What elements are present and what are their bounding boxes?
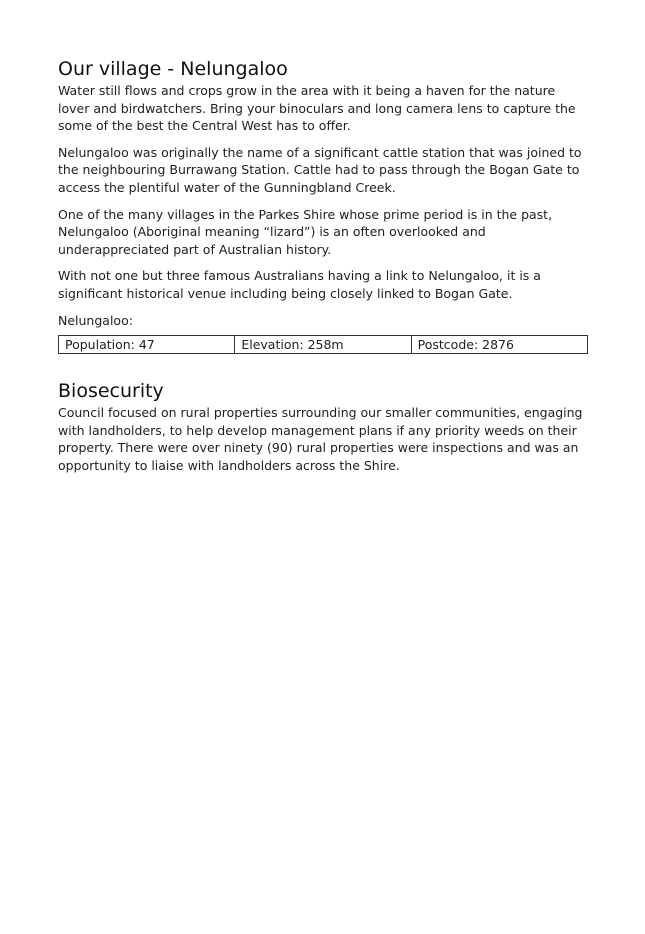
population-cell: Population: 47 [59,336,235,354]
village-paragraph-2: Nelungaloo was originally the name of a significant cattle station that was joined to the neighbouring Burrawang Station. Cattle had to pass through the Bogan Gate to access the plentiful water of the Gunningbland Creek. [58,144,582,195]
facts-heading: Nelungaloo: [58,312,133,328]
village-paragraph-3: One of the many villages in the Parkes Shire whose prime period is in the past, Nelungaloo (Aboriginal meaning “lizard”) is an often overlooked and underappreciated part of Australian history. [58,206,553,257]
biosecurity-paragraph: Council focused on rural properties surrounding our smaller communities, engaging with landholders, to help develop management plans if any priority weeds on their property. There were over ninety (90) rural properties were inspections and was an opportunity to liaise with landholders across the Shire. [58,405,583,473]
document-page [58,56,590,484]
village-paragraph-1: Water still flows and crops grow in the area with it being a haven for the nature lover and birdwatchers. Bring your binoculars and long camera lens to capture the some of the best the Central West has to offer. [58,83,576,134]
village-paragraph-4: With not one but three famous Australians having a link to Nelungaloo, it is a significant historical venue including being closely linked to Bogan Gate. [58,268,541,301]
postcode-cell: Postcode: 2876 [411,336,587,354]
table-row [59,336,588,354]
village-title: Our village - Nelungaloo [58,58,288,80]
elevation-cell: Elevation: 258m [235,336,411,354]
village-facts-table [58,335,588,354]
biosecurity-title: Biosecurity [58,380,164,403]
